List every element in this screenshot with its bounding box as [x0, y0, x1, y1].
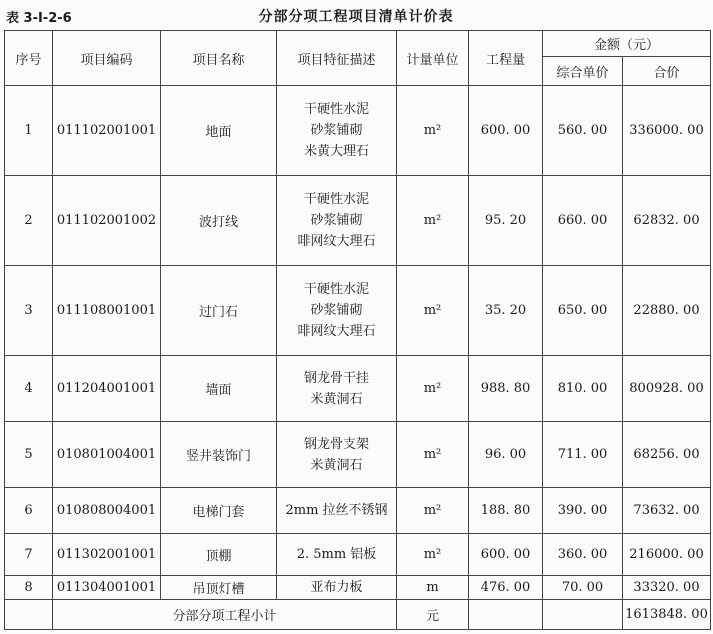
- row-unit-price: 70. 00: [543, 576, 623, 600]
- header-qty: 工程量: [469, 31, 543, 86]
- row-total: 33320. 00: [623, 576, 711, 600]
- row-qty: 476. 00: [469, 576, 543, 600]
- bill-of-quantities-table: [4, 30, 711, 630]
- row-desc: [277, 266, 397, 356]
- row-unit-price: 560. 00: [543, 86, 623, 176]
- row-qty: 96. 00: [469, 422, 543, 488]
- subtotal-qty-cell: [469, 600, 543, 630]
- header-code: 项目编码: [53, 31, 161, 86]
- desc-line: 干硬性水泥: [303, 102, 369, 117]
- row-seq: 1: [5, 86, 53, 176]
- desc-line: 米黄洞石: [310, 457, 363, 473]
- row-desc: [277, 176, 397, 266]
- table-number: 表 3-Ⅰ-2-6: [6, 11, 72, 26]
- row-total: 216000. 00: [623, 534, 711, 576]
- row-seq: 3: [5, 266, 53, 356]
- row-desc: [277, 86, 397, 176]
- row-name: 波打线: [161, 176, 277, 266]
- row-code: 011108001001: [53, 266, 161, 356]
- row-unit-price: 360. 00: [543, 534, 623, 576]
- row-qty: 600. 00: [469, 534, 543, 576]
- row-desc: [277, 488, 397, 534]
- row-total: 68256. 00: [623, 422, 711, 488]
- row-unit: m²: [397, 488, 469, 534]
- header-unit-price: 综合单价: [543, 57, 623, 86]
- row-unit: m²: [397, 534, 469, 576]
- table-row: [5, 356, 711, 422]
- row-unit-price: 650. 00: [543, 266, 623, 356]
- row-name: 竖井装饰门: [161, 422, 277, 488]
- header-desc: 项目特征描述: [277, 31, 397, 86]
- row-desc: [277, 534, 397, 576]
- row-qty: 600. 00: [469, 86, 543, 176]
- row-unit: m²: [397, 356, 469, 422]
- desc-line: 米黄洞石: [310, 391, 363, 407]
- row-unit: m²: [397, 86, 469, 176]
- row-qty: 188. 80: [469, 488, 543, 534]
- row-name: 墙面: [161, 356, 277, 422]
- row-unit: m²: [397, 176, 469, 266]
- row-code: 011302001001: [53, 534, 161, 576]
- desc-line: 啡网纹大理石: [297, 234, 376, 249]
- desc-line: 砂浆铺砌: [310, 303, 363, 318]
- table-row: [5, 422, 711, 488]
- row-unit: m²: [397, 266, 469, 356]
- header-name: 项目名称: [161, 31, 277, 86]
- row-total: 800928. 00: [623, 356, 711, 422]
- row-desc: [277, 422, 397, 488]
- subtotal-row: [5, 600, 711, 630]
- row-unit: m: [397, 576, 469, 600]
- header-unit: 计量单位: [397, 31, 469, 86]
- desc-line: 干硬性水泥: [303, 192, 369, 207]
- desc-line: 米黄大理石: [303, 144, 369, 159]
- row-unit: m²: [397, 422, 469, 488]
- table-row: [5, 488, 711, 534]
- row-seq: 6: [5, 488, 53, 534]
- table-row: [5, 534, 711, 576]
- table-body: [5, 86, 711, 600]
- desc-line: 干硬性水泥: [303, 282, 369, 297]
- row-code: 011204001001: [53, 356, 161, 422]
- row-qty: 95. 20: [469, 176, 543, 266]
- row-name: 顶棚: [161, 534, 277, 576]
- desc-line: 2mm 拉丝不锈钢: [285, 503, 388, 518]
- row-code: 011102001001: [53, 86, 161, 176]
- subtotal-total: 1613848. 00: [623, 600, 711, 630]
- row-total: 73632. 00: [623, 488, 711, 534]
- row-desc: [277, 576, 397, 600]
- table-row: [5, 176, 711, 266]
- row-unit-price: 390. 00: [543, 488, 623, 534]
- row-unit-price: 711. 00: [543, 422, 623, 488]
- row-name: 地面: [161, 86, 277, 176]
- row-seq: 7: [5, 534, 53, 576]
- row-seq: 4: [5, 356, 53, 422]
- desc-line: 亚布力板: [310, 580, 363, 595]
- row-code: 010801004001: [53, 422, 161, 488]
- subtotal-label: 分部分项工程小计: [53, 600, 397, 630]
- header-amount: 金额（元）: [543, 31, 711, 57]
- header-seq: 序号: [5, 31, 53, 86]
- row-name: 吊顶灯槽: [161, 576, 277, 600]
- table-row: [5, 266, 711, 356]
- row-code: 010808004001: [53, 488, 161, 534]
- row-code: 011102001002: [53, 176, 161, 266]
- subtotal-unit: 元: [397, 600, 469, 630]
- row-unit-price: 660. 00: [543, 176, 623, 266]
- table-title: 分部分项工程项目清单计价表: [258, 9, 454, 25]
- row-name: 过门石: [161, 266, 277, 356]
- desc-line: 砂浆铺砌: [310, 123, 363, 138]
- table-row: [5, 576, 711, 600]
- subtotal-price-cell: [543, 600, 623, 630]
- row-seq: 2: [5, 176, 53, 266]
- desc-line: 2. 5mm 铝板: [296, 547, 377, 562]
- row-total: 336000. 00: [623, 86, 711, 176]
- row-seq: 8: [5, 576, 53, 600]
- table-caption: [6, 4, 706, 28]
- row-total: 62832. 00: [623, 176, 711, 266]
- row-unit-price: 810. 00: [543, 356, 623, 422]
- header-total: 合价: [623, 57, 711, 86]
- row-seq: 5: [5, 422, 53, 488]
- desc-line: 砂浆铺砌: [310, 213, 363, 228]
- row-desc: [277, 356, 397, 422]
- subtotal-empty-cell: [5, 600, 53, 630]
- row-code: 011304001001: [53, 576, 161, 600]
- row-qty: 988. 80: [469, 356, 543, 422]
- row-total: 22880. 00: [623, 266, 711, 356]
- row-qty: 35. 20: [469, 266, 543, 356]
- row-name: 电梯门套: [161, 488, 277, 534]
- table-row: [5, 86, 711, 176]
- desc-line: 啡网纹大理石: [297, 324, 376, 339]
- desc-line: 钢龙骨支架: [303, 436, 369, 452]
- desc-line: 钢龙骨干挂: [303, 370, 369, 386]
